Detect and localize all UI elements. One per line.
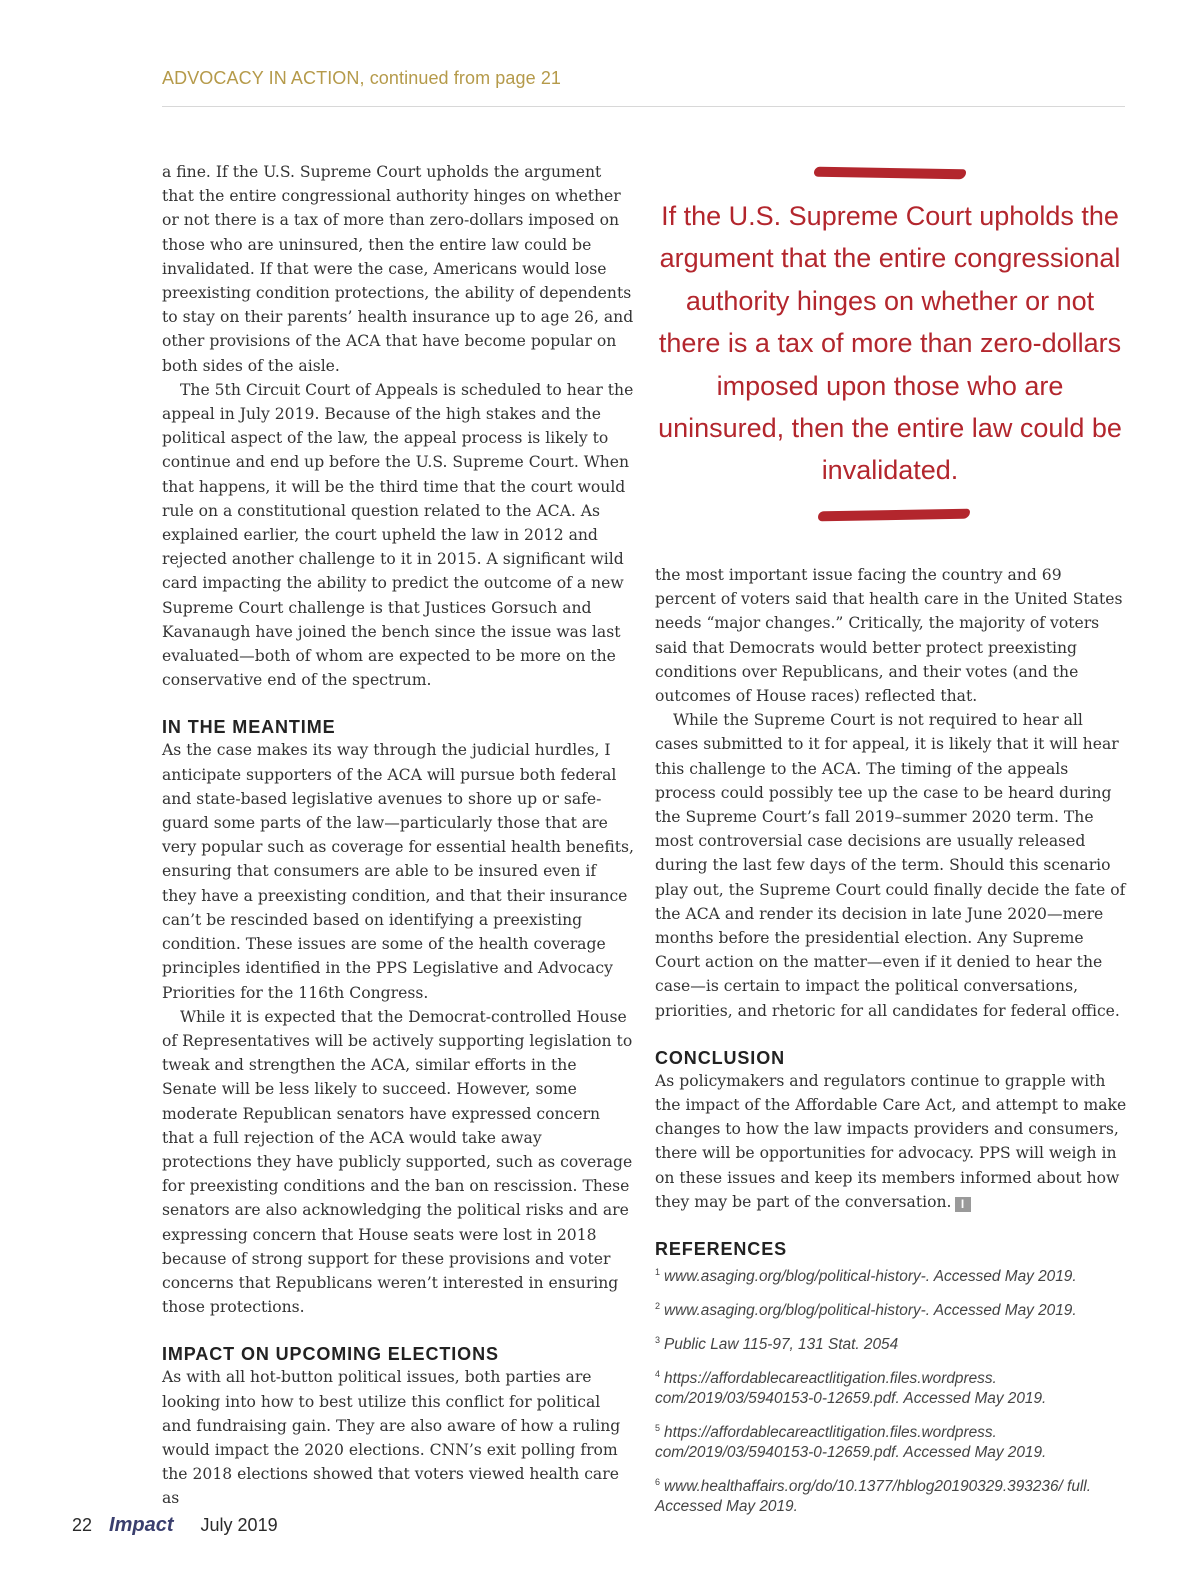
body-paragraph: the most important issue facing the country and 69 percent of voters said that health care in the United States needs “major changes.” Critically, the majority of voters said that Democrats would better protect preexisting conditions over Republicans, and their votes (and the outcomes of House races) reflected that. (655, 566, 1123, 706)
reference-text: Public Law 115-97, 131 Stat. 2054 (664, 1336, 899, 1354)
references-list (655, 1262, 1127, 1517)
reference-number: 1 (655, 1267, 661, 1278)
heading-conclusion: CONCLUSION (655, 1047, 785, 1068)
left-column (162, 160, 634, 1511)
heading-impact-on-upcoming-elections: IMPACT ON UPCOMING ELECTIONS (162, 1344, 499, 1365)
reference-item (655, 1418, 1127, 1463)
heading-in-the-meantime: IN THE MEANTIME (162, 717, 336, 738)
page-number: 22 (72, 1515, 93, 1535)
pullquote-brush-stroke-bottom (818, 509, 970, 522)
pullquote-brush-stroke-top (814, 167, 966, 180)
right-column (655, 563, 1127, 1526)
pullquote: If the U.S. Supreme Court upholds the argument that the entire congressional authority hinges on whether or not there is a tax of more than zero-dollars imposed upon those who are uninsured, then the entire law could be invalidated. (658, 201, 1122, 486)
reference-item (655, 1330, 1127, 1355)
reference-item (655, 1296, 1127, 1321)
body-paragraph: While the Supreme Court is not required to hear all cases submitted to it for appeal, it is likely that it will hear this challenge to the ACA. The timing of the appeals process could possibly tee up the case to be heard during the Supreme Court’s fall 2019–summer 2020 term. The most controversial case decisions are usually released during the last few days of the term. Should this scenario play out, the Supreme Court could finally decide the fate of the ACA and render its decision in late June 2020—mere months before the presidential election. Any Supreme Court action on the matter—even if it denied to hear the case—is certain to impact the political conversations, priorities, and rhetoric for all candidates for federal office. (655, 711, 1126, 1020)
conclusion-text: As policymakers and regulators continue to grapple with the impact of the Affordable Care Act, and attempt to make changes to how the law impacts providers and consumers, there will be opportunities for advocacy. PPS will weigh in on these issues and keep its members informed about how they may be part of the conversation. (655, 1071, 1127, 1211)
reference-text: www.healthaffairs.org/do/10.1377/hblog20190329.393236/ full. Accessed May 2019. (655, 1478, 1092, 1516)
reference-number: 4 (655, 1369, 661, 1380)
header-divider (162, 106, 1125, 107)
magazine-logo: Impact (109, 1514, 174, 1536)
body-paragraph: The 5th Circuit Court of Appeals is scheduled to hear the appeal in July 2019. Because of the high stakes and the political aspect of the law, the appeal process is likely to continue and end up before the U.S. Supreme Court. When that happens, it will be the third time that the court would rule on a constitutional question related to the ACA. As explained earlier, the court upheld the law in 2012 and rejected another challenge to it in 2015. A significant wild card impacting the ability to predict the outcome of a new Supreme Court challenge is that Justices Gorsuch and Kavanaugh have joined the bench since the issue was last evaluated—both of whom are expected to be more on the conservative end of the spectrum. (162, 380, 634, 690)
reference-number: 6 (655, 1477, 661, 1488)
reference-item (655, 1472, 1127, 1517)
reference-text: www.asaging.org/blog/political-history-. Accessed May 2019. (664, 1302, 1077, 1320)
body-paragraph: As with all hot-button political issues, both parties are looking into how to best utilize this conflict for political and fundraising gain. They are also aware of how a ruling would impact the 2020 elections. CNN’s exit polling from the 2018 elections showed that voters viewed health care as (162, 1368, 621, 1508)
conclusion-paragraph (655, 1069, 1127, 1214)
reference-text: https://affordablecareactlitigation.files.wordpress. com/2019/03/5940153-0-12659.pdf. Accessed May 2019. (655, 1370, 1047, 1408)
body-paragraph: a fine. If the U.S. Supreme Court upholds the argument that the entire congressional authority hinges on whether or not there is a tax of more than zero-dollars imposed on those who are uninsured, then the entire law could be invalidated. If that were the case, Americans would lose preexisting condition protections, the ability of dependents to stay on their parents’ health insurance up to age 26, and other provisions of the ACA that have become popular on both sides of the aisle. (162, 163, 634, 375)
reference-item (655, 1262, 1127, 1287)
reference-text: https://affordablecareactlitigation.files.wordpress. com/2019/03/5940153-0-12659.pdf. Accessed May 2019. (655, 1424, 1047, 1462)
reference-item (655, 1364, 1127, 1409)
running-head: ADVOCACY IN ACTION, continued from page 21 (162, 68, 562, 88)
issue-date: July 2019 (200, 1515, 278, 1535)
body-paragraph: As the case makes its way through the judicial hurdles, I anticipate supporters of the ACA will pursue both federal and state-based legislative avenues to shore up or safe-guard some parts of the law—particularly those that are very popular such as coverage for essential health benefits, ensuring that consumers are able to be insured even if they have a preexisting condition, and that their insurance can’t be rescinded based on identifying a preexisting condition. These issues are some of the health coverage principles identified in the PPS Legislative and Advocacy Priorities for the 116th Congress. (162, 741, 634, 1002)
reference-number: 3 (655, 1335, 661, 1346)
body-paragraph: While it is expected that the Democrat-controlled House of Representatives will be actively supporting legislation to tweak and strengthen the ACA, similar efforts in the Senate will be less likely to succeed. However, some moderate Republican senators have expressed concern that a full rejection of the ACA would take away protections they have publicly supported, such as coverage for preexisting conditions and the ban on rescission. These senators are also acknowledging the political risks and are expressing concern that House seats were lost in 2018 because of strong support for these provisions and voter concerns that Republicans weren’t interested in ensuring those protections. (162, 1007, 633, 1317)
reference-number: 5 (655, 1423, 661, 1434)
reference-number: 2 (655, 1301, 661, 1312)
heading-references: REFERENCES (655, 1239, 788, 1260)
reference-text: www.asaging.org/blog/political-history-. Accessed May 2019. (664, 1268, 1077, 1286)
page-footer (72, 1514, 278, 1537)
end-of-article-icon: I (955, 1197, 971, 1212)
